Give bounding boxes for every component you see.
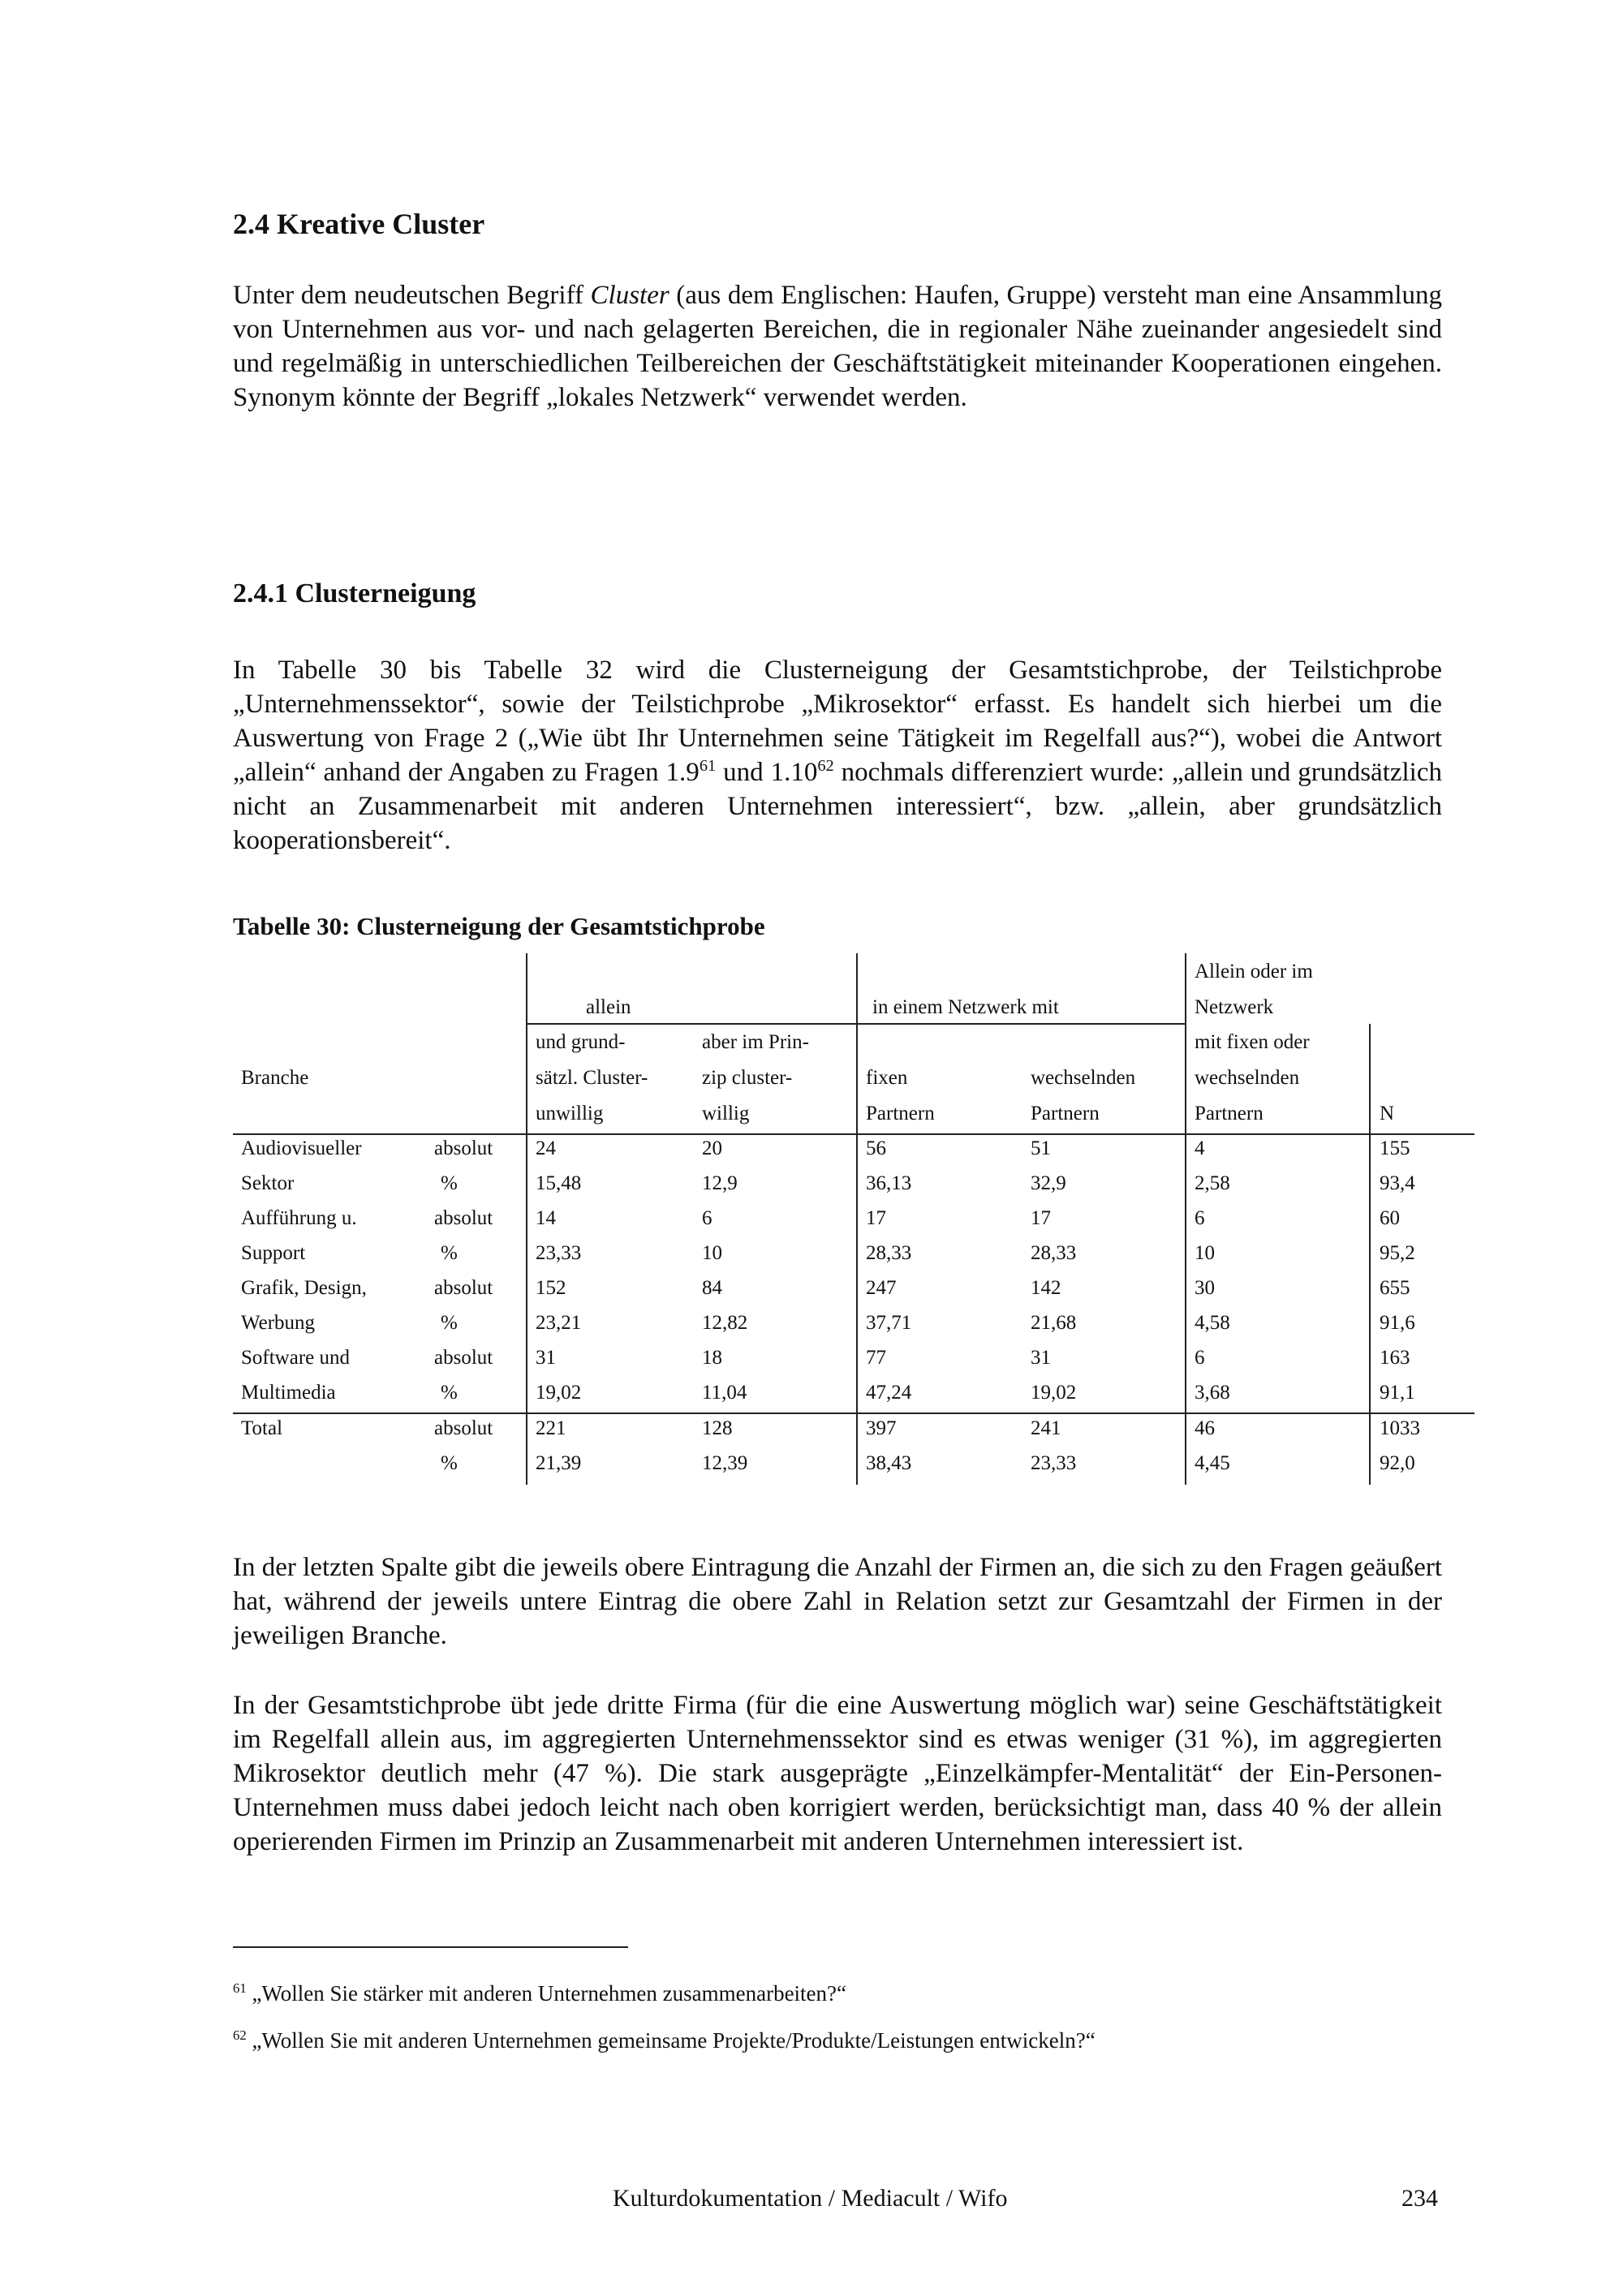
- header-fixen: fixen: [866, 1067, 908, 1089]
- row-type: absolut: [434, 1347, 493, 1369]
- table-cell: 51: [1031, 1137, 1051, 1159]
- table-cell: 30: [1195, 1277, 1215, 1299]
- header-wechselnden: wechselnden: [1031, 1067, 1136, 1089]
- table-cell: 14: [536, 1207, 556, 1229]
- table-cell: 163: [1380, 1347, 1410, 1369]
- header-n: N: [1380, 1103, 1395, 1124]
- row-type: absolut: [434, 1137, 493, 1159]
- section-heading: 2.4 Kreative Cluster: [233, 208, 485, 240]
- table-vline: [1369, 1024, 1371, 1485]
- table-cell: 655: [1380, 1277, 1410, 1299]
- table-cell: 47,24: [866, 1382, 912, 1404]
- table-cell: 23,33: [1031, 1452, 1077, 1474]
- header-willig: aber im Prin-: [702, 1031, 809, 1053]
- table-cell: 18: [702, 1347, 722, 1369]
- table-cell: 19,02: [536, 1382, 582, 1404]
- table-cell: 20: [702, 1137, 722, 1159]
- section-paragraph: Unter dem neudeutschen Begriff Cluster (aus dem Englischen: Haufen, Gruppe) versteht man eine Ansammlung von Unternehmen aus vor- und nach gelagerten Bereichen, die in regionaler Nähe zueinander angesiedelt sind und regelmäßig in unterschiedlichen Teilbereichen der Geschäftstätigkeit miteinander Kooperationen eingehen. Synonym könnte der Begriff „lokales Netzwerk“ verwendet werden.: [233, 281, 1442, 412]
- table-cell: 152: [536, 1277, 566, 1299]
- summary-paragraph: In der Gesamtstichprobe übt jede dritte Firma (für die eine Auswertung möglich war) seine Geschäftstätigkeit im Regelfall allein aus, im aggregierten Unternehmenssektor sind es etwas weniger (31 %), im aggregierten Mikrosektor deutlich mehr (47 %). Die stark ausgeprägte „Einzelkämpfer-Mentalität“ der Ein-Personen-Unternehmen muss dabei jedoch leicht nach oben korrigiert werden, berücksichtigt man, dass 40 % der allein operierenden Firmen im Prinzip an Zusammenarbeit mit anderen Unternehmen interessiert ist.: [233, 1691, 1442, 1856]
- table-cell: 36,13: [866, 1172, 912, 1194]
- table-cell: 4: [1195, 1137, 1205, 1159]
- row-branche: Werbung: [241, 1312, 316, 1334]
- table-cell: 91,1: [1380, 1382, 1415, 1404]
- table-cell: 21,39: [536, 1452, 582, 1474]
- row-type: absolut: [434, 1207, 493, 1229]
- footnote-61: $^{61}$ „Wollen Sie stärker mit anderen Unternehmen zusammenarbeiten?“: [233, 1980, 847, 2006]
- row-type: %: [441, 1312, 458, 1334]
- subsection-paragraph: In Tabelle 30 bis Tabelle 32 wird die Clusterneigung der Gesamtstichprobe, der Teilstichprobe „Unternehmenssektor“, sowie der Teilstichprobe „Mikrosektor“ erfasst. Es handelt sich hierbei um die Auswertung von Frage 2 („Wie übt Ihr Unternehmen seine Tätigkeit im Regelfall aus?“), wobei die Antwort „allein“ anhand der Angaben zu Fragen $1.9^{61}$ und 1.10$^{62}$ nochmals differenziert wurde: „allein und grundsätzlich nicht an Zusammenarbeit mit anderen Unternehmen interessiert“, bzw. „allein, aber grundsätzlich kooperationsbereit“.: [233, 656, 1442, 855]
- table-vline: [856, 953, 858, 1485]
- table-cell: 31: [1031, 1347, 1051, 1369]
- table-cell: 4,45: [1195, 1452, 1230, 1474]
- table-cell: 46: [1195, 1417, 1215, 1439]
- table-hline: [526, 1023, 856, 1025]
- table-cell: 84: [702, 1277, 722, 1299]
- table-hline: [233, 1412, 1474, 1414]
- table-cell: 17: [1031, 1207, 1051, 1229]
- table-cell: 10: [1195, 1242, 1215, 1264]
- header-netzwerk: in einem Netzwerk mit: [872, 996, 1059, 1018]
- table-cell: 93,4: [1380, 1172, 1415, 1194]
- table-cell: 11,04: [702, 1382, 747, 1404]
- row-type: %: [441, 1172, 458, 1194]
- table-cell: 6: [1195, 1207, 1205, 1229]
- table-cell: 12,39: [702, 1452, 748, 1474]
- table-cell: 95,2: [1380, 1242, 1415, 1264]
- table-cell: 3,68: [1195, 1382, 1230, 1404]
- table-cell: 31: [536, 1347, 556, 1369]
- footnote-62: $^{62}$ „Wollen Sie mit anderen Unternehmen gemeinsame Projekte/Produkte/Leistungen entwickeln?“: [233, 2027, 1096, 2053]
- row-branche: Audiovisueller: [241, 1137, 362, 1159]
- table-cell: 10: [702, 1242, 722, 1264]
- table-cell: 37,71: [866, 1312, 912, 1334]
- table-cell: 6: [1195, 1347, 1205, 1369]
- table-cell: 32,9: [1031, 1172, 1066, 1194]
- table-cell: 12,9: [702, 1172, 738, 1194]
- row-type: absolut: [434, 1417, 493, 1439]
- table-cell: 4,58: [1195, 1312, 1230, 1334]
- table-cell: 17: [866, 1207, 886, 1229]
- row-type: %: [441, 1242, 458, 1264]
- table-cell: 221: [536, 1417, 566, 1439]
- table-cell: 28,33: [1031, 1242, 1077, 1264]
- table-cell: 1033: [1380, 1417, 1420, 1439]
- row-branche: Total: [241, 1417, 283, 1439]
- table-cell: 155: [1380, 1137, 1410, 1159]
- table-cell: 92,0: [1380, 1452, 1415, 1474]
- table-cell: 24: [536, 1137, 556, 1159]
- header-allein-oder: Allein oder im: [1195, 961, 1313, 982]
- table-cell: 21,68: [1031, 1312, 1077, 1334]
- table-vline: [1185, 953, 1186, 1485]
- table-cell: 19,02: [1031, 1382, 1077, 1404]
- row-branche: Software und: [241, 1347, 350, 1369]
- row-type: %: [441, 1382, 458, 1404]
- table-cell: 60: [1380, 1207, 1400, 1229]
- table-cell: 12,82: [702, 1312, 748, 1334]
- explanation-paragraph: In der letzten Spalte gibt die jeweils obere Eintragung die Anzahl der Firmen an, die sich zu den Fragen geäußert hat, während der jeweils untere Eintrag die obere Zahl in Relation setzt zur Gesamtzahl der Firmen in der jeweiligen Branche.: [233, 1553, 1442, 1650]
- row-branche: Grafik, Design,: [241, 1277, 367, 1299]
- table-cell: 142: [1031, 1277, 1061, 1299]
- table-cell: 6: [702, 1207, 712, 1229]
- table-caption: Tabelle 30: Clusterneigung der Gesamtstichprobe: [233, 912, 765, 940]
- table-cell: 247: [866, 1277, 897, 1299]
- table-hline: [233, 1133, 1474, 1135]
- table-cell: 28,33: [866, 1242, 912, 1264]
- page-number: 234: [1401, 2185, 1438, 2212]
- footnote-ref-62: 62: [817, 757, 834, 775]
- row-branche: Aufführung u.: [241, 1207, 357, 1229]
- footer-source: Kulturdokumentation / Mediacult / Wifo: [613, 2185, 1008, 2212]
- row-branche: Sektor: [241, 1172, 295, 1194]
- row-branche: Support: [241, 1242, 306, 1264]
- header-unwillig: und grund-: [536, 1031, 626, 1053]
- table-cell: 91,6: [1380, 1312, 1415, 1334]
- row-branche: Multimedia: [241, 1382, 336, 1404]
- table-cell: 128: [702, 1417, 733, 1439]
- table-cell: 56: [866, 1137, 886, 1159]
- row-type: absolut: [434, 1277, 493, 1299]
- table-vline: [526, 953, 527, 1485]
- table-cell: 23,21: [536, 1312, 582, 1334]
- table-cell: 23,33: [536, 1242, 582, 1264]
- footnote-separator: [233, 1946, 628, 1948]
- subsection-heading: 2.4.1 Clusterneigung: [233, 578, 476, 608]
- table-hline: [856, 1023, 1185, 1025]
- table-cell: 241: [1031, 1417, 1061, 1439]
- footnote-ref-61: 61: [699, 757, 717, 775]
- header-allein: allein: [586, 996, 631, 1018]
- header-branche: Branche: [241, 1067, 309, 1089]
- table-cell: 15,48: [536, 1172, 582, 1194]
- table-cell: 77: [866, 1347, 886, 1369]
- table-cell: 397: [866, 1417, 897, 1439]
- table-cell: 38,43: [866, 1452, 912, 1474]
- table-cell: 2,58: [1195, 1172, 1230, 1194]
- row-type: %: [441, 1452, 458, 1474]
